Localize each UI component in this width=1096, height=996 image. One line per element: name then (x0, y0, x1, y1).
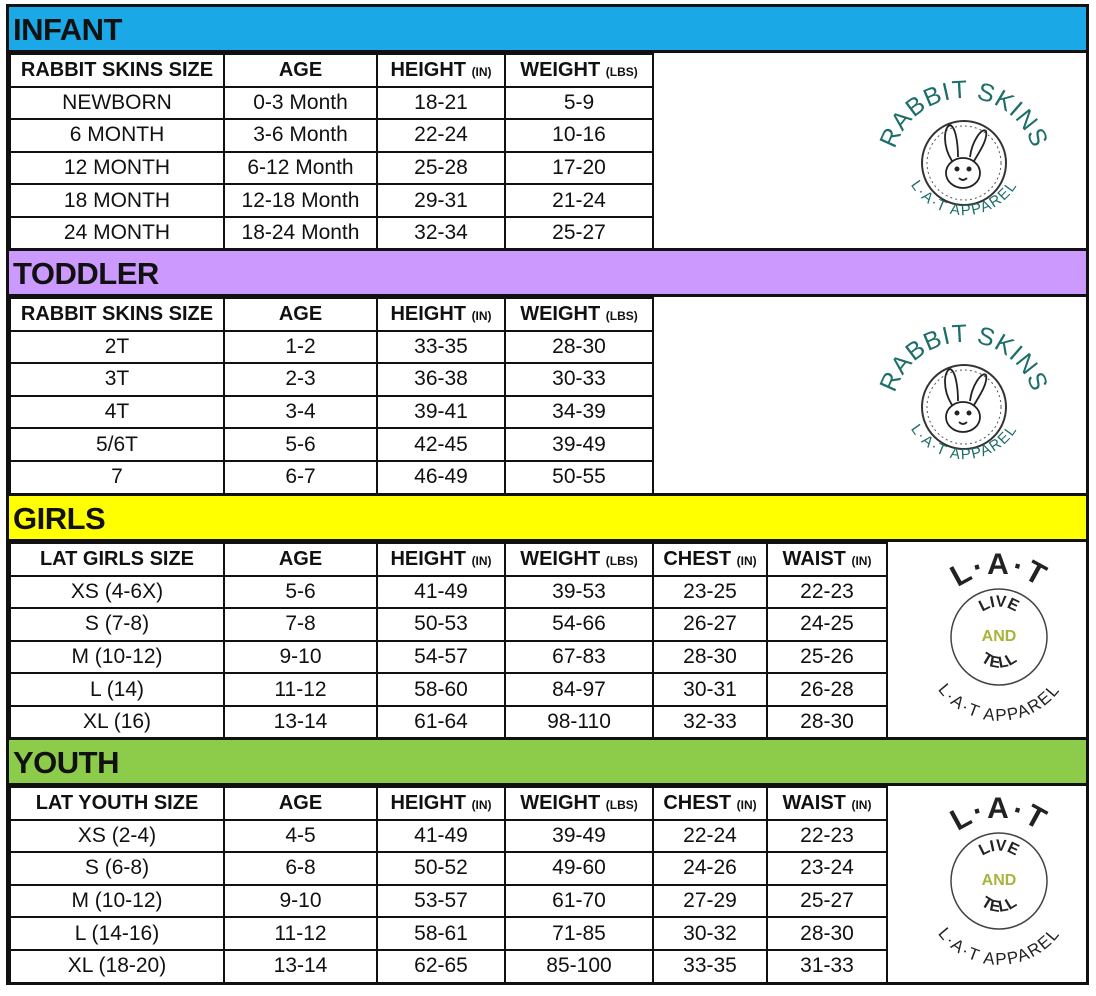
lat-logo-tell-text: TELL (978, 649, 1020, 673)
table-cell: 53-57 (377, 885, 505, 918)
column-header-label: WAIST (782, 791, 846, 814)
table-row (10, 331, 653, 364)
table-cell: 31-33 (767, 950, 887, 983)
table-cell: 25-27 (767, 885, 887, 918)
logo-area-toddler (864, 309, 1064, 484)
column-header (505, 54, 653, 87)
column-header (224, 298, 377, 331)
column-header-label: CHEST (663, 547, 732, 570)
table-cell: XL (18-20) (10, 950, 224, 983)
table-cell: 98-110 (505, 706, 653, 739)
table-cell: 84-97 (505, 673, 653, 706)
table-cell: 13-14 (224, 706, 377, 739)
table-row (10, 917, 887, 950)
table-cell: XS (4-6X) (10, 576, 224, 609)
table-cell: 32-33 (653, 706, 767, 739)
column-header-unit: (IN) (851, 553, 872, 568)
section-title-infant: INFANT (9, 7, 1086, 53)
table-cell: 30-33 (505, 363, 653, 396)
table-cell: 2T (10, 331, 224, 364)
table-cell: 58-61 (377, 917, 505, 950)
table-cell: 5-6 (224, 576, 377, 609)
table-row (10, 152, 653, 185)
table-cell: 18 MONTH (10, 184, 224, 217)
table-cell: XS (2-4) (10, 820, 224, 853)
table-cell: 3T (10, 363, 224, 396)
column-header (653, 543, 767, 576)
table-cell: M (10-12) (10, 885, 224, 918)
column-header-unit: (IN) (471, 797, 492, 812)
table-cell: 39-49 (505, 820, 653, 853)
column-header (377, 298, 505, 331)
column-header (377, 787, 505, 820)
table-cell: 10-16 (505, 119, 653, 152)
rabbit-skins-logo (864, 309, 1064, 479)
table-header-row (10, 298, 653, 331)
size-table-girls (9, 542, 888, 740)
section-title-youth: YOUTH (9, 740, 1086, 786)
table-cell: 54-66 (505, 608, 653, 641)
table-cell: 34-39 (505, 396, 653, 429)
lat-logo-and-text: AND (981, 628, 1017, 645)
table-row (10, 461, 653, 494)
table-row (10, 576, 887, 609)
column-header (767, 543, 887, 576)
table-cell: 50-52 (377, 852, 505, 885)
section-title-girls: GIRLS (9, 496, 1086, 542)
table-cell: NEWBORN (10, 87, 224, 120)
table-cell: M (10-12) (10, 641, 224, 674)
table-cell: 28-30 (505, 331, 653, 364)
table-cell: 6-12 Month (224, 152, 377, 185)
table-cell: 9-10 (224, 885, 377, 918)
table-cell: 7 (10, 461, 224, 494)
table-cell: 26-27 (653, 608, 767, 641)
column-header-label: AGE (278, 302, 323, 325)
column-header (10, 543, 224, 576)
column-header (10, 298, 224, 331)
table-cell: 21-24 (505, 184, 653, 217)
table-cell: L (14) (10, 673, 224, 706)
column-header (377, 543, 505, 576)
table-header-row (10, 54, 653, 87)
column-header-label: WEIGHT (520, 302, 601, 325)
table-cell: 1-2 (224, 331, 377, 364)
column-header-label: WEIGHT (520, 547, 601, 570)
table-cell: 61-70 (505, 885, 653, 918)
table-cell: 12 MONTH (10, 152, 224, 185)
table-cell: 11-12 (224, 917, 377, 950)
column-header-unit: (IN) (736, 553, 757, 568)
logo-area-infant (864, 65, 1064, 240)
table-row (10, 184, 653, 217)
column-header-unit: (LBS) (605, 797, 638, 812)
lat-logo-tell-text: TELL (978, 893, 1020, 917)
column-header-label: HEIGHT (390, 58, 466, 81)
column-header-unit: (IN) (471, 64, 492, 79)
table-cell: 30-31 (653, 673, 767, 706)
table-cell: 58-60 (377, 673, 505, 706)
table-cell: 25-27 (505, 217, 653, 250)
lat-logo (914, 552, 1084, 727)
column-header-unit: (IN) (736, 797, 757, 812)
table-row (10, 950, 887, 983)
column-header-label: RABBIT SKINS SIZE (20, 302, 214, 325)
table-cell: 18-24 Month (224, 217, 377, 250)
column-header (505, 543, 653, 576)
table-cell: 50-55 (505, 461, 653, 494)
table-cell: 39-41 (377, 396, 505, 429)
table-cell: 24-26 (653, 852, 767, 885)
table-cell: 28-30 (653, 641, 767, 674)
table-row (10, 673, 887, 706)
table-cell: 30-32 (653, 917, 767, 950)
lat-logo-live-text: LIVE (976, 837, 1022, 860)
column-header-label: LAT GIRLS SIZE (39, 547, 195, 570)
table-row (10, 363, 653, 396)
lat-logo (914, 796, 1084, 971)
table-cell: 71-85 (505, 917, 653, 950)
table-cell: 42-45 (377, 428, 505, 461)
table-cell: 32-34 (377, 217, 505, 250)
column-header-unit: (IN) (851, 797, 872, 812)
logo-circle-dotted (927, 126, 1001, 200)
table-cell: 67-83 (505, 641, 653, 674)
table-cell: 50-53 (377, 608, 505, 641)
table-cell: 25-26 (767, 641, 887, 674)
rabbit-logo-bottom-text: L·A·T APPAREL (907, 177, 1021, 220)
table-row (10, 885, 887, 918)
table-cell: 33-35 (653, 950, 767, 983)
lat-logo-top-text: L·A·T (944, 552, 1054, 594)
table-header-row (10, 543, 887, 576)
section-youth (6, 737, 1089, 985)
table-cell: 3-6 Month (224, 119, 377, 152)
table-cell: 17-20 (505, 152, 653, 185)
lat-logo-and-text: AND (981, 872, 1017, 889)
table-row (10, 706, 887, 739)
table-row (10, 608, 887, 641)
table-cell: 2-3 (224, 363, 377, 396)
column-header-label: WEIGHT (520, 58, 601, 81)
size-table-infant (9, 53, 654, 251)
table-cell: 29-31 (377, 184, 505, 217)
table-cell: 5-6 (224, 428, 377, 461)
table-row (10, 641, 887, 674)
section-toddler (6, 248, 1089, 496)
table-cell: 27-29 (653, 885, 767, 918)
table-cell: 24-25 (767, 608, 887, 641)
lat-logo-top-text: L·A·T (944, 796, 1054, 838)
column-header (10, 787, 224, 820)
table-cell: 26-28 (767, 673, 887, 706)
column-header-unit: (IN) (471, 553, 492, 568)
column-header-label: WEIGHT (520, 791, 601, 814)
size-table-toddler (9, 297, 654, 495)
table-cell: 36-38 (377, 363, 505, 396)
column-header (505, 298, 653, 331)
table-cell: 0-3 Month (224, 87, 377, 120)
table-cell: 4T (10, 396, 224, 429)
lat-logo-bottom-text: L·A·T APPAREL (934, 923, 1064, 969)
table-cell: 46-49 (377, 461, 505, 494)
table-cell: 28-30 (767, 706, 887, 739)
lat-logo-bottom-text: L·A·T APPAREL (934, 679, 1064, 725)
table-cell: 13-14 (224, 950, 377, 983)
size-chart (6, 4, 1089, 988)
table-cell: 54-57 (377, 641, 505, 674)
table-header-row (10, 787, 887, 820)
table-cell: L (14-16) (10, 917, 224, 950)
size-table-youth (9, 786, 888, 984)
column-header-label: HEIGHT (390, 302, 466, 325)
column-header (224, 543, 377, 576)
table-cell: 33-35 (377, 331, 505, 364)
table-cell: 12-18 Month (224, 184, 377, 217)
column-header (505, 787, 653, 820)
table-cell: 23-24 (767, 852, 887, 885)
column-header (224, 787, 377, 820)
rabbit-icon (945, 369, 986, 432)
column-header-label: HEIGHT (390, 791, 466, 814)
table-cell: 61-64 (377, 706, 505, 739)
table-row (10, 87, 653, 120)
table-cell: 5/6T (10, 428, 224, 461)
section-title-toddler: TODDLER (9, 251, 1086, 297)
table-cell: XL (16) (10, 706, 224, 739)
column-header-label: RABBIT SKINS SIZE (20, 58, 214, 81)
table-cell: 9-10 (224, 641, 377, 674)
table-cell: 41-49 (377, 576, 505, 609)
table-cell: 6-7 (224, 461, 377, 494)
table-cell: 23-25 (653, 576, 767, 609)
column-header-label: HEIGHT (390, 547, 466, 570)
table-cell: 39-53 (505, 576, 653, 609)
table-cell: 41-49 (377, 820, 505, 853)
table-cell: 49-60 (505, 852, 653, 885)
table-cell: 22-23 (767, 576, 887, 609)
section-girls (6, 493, 1089, 741)
column-header-unit: (LBS) (605, 553, 638, 568)
table-cell: 4-5 (224, 820, 377, 853)
column-header (653, 787, 767, 820)
column-header-unit: (IN) (471, 308, 492, 323)
logo-circle-dotted (927, 370, 1001, 444)
rabbit-logo-top-text: RABBIT SKINS (874, 319, 1054, 396)
table-cell: 22-24 (653, 820, 767, 853)
rabbit-logo-bottom-text: L·A·T APPAREL (907, 421, 1021, 464)
table-cell: 28-30 (767, 917, 887, 950)
table-cell: 18-21 (377, 87, 505, 120)
table-row (10, 852, 887, 885)
table-row (10, 119, 653, 152)
column-header-label: CHEST (663, 791, 732, 814)
table-cell: 25-28 (377, 152, 505, 185)
table-cell: 6-8 (224, 852, 377, 885)
column-header (224, 54, 377, 87)
column-header-unit: (LBS) (605, 308, 638, 323)
column-header (10, 54, 224, 87)
column-header-label: LAT YOUTH SIZE (35, 791, 199, 814)
table-row (10, 820, 887, 853)
logo-area-youth (914, 796, 1084, 976)
table-cell: 7-8 (224, 608, 377, 641)
table-row (10, 217, 653, 250)
column-header-unit: (LBS) (605, 64, 638, 79)
column-header (767, 787, 887, 820)
column-header-label: WAIST (782, 547, 846, 570)
rabbit-icon (945, 125, 986, 188)
column-header-label: AGE (278, 791, 323, 814)
column-header (377, 54, 505, 87)
column-header-label: AGE (278, 547, 323, 570)
table-cell: S (7-8) (10, 608, 224, 641)
table-cell: 39-49 (505, 428, 653, 461)
section-infant (6, 4, 1089, 252)
logo-area-girls (914, 552, 1084, 732)
rabbit-skins-logo (864, 65, 1064, 235)
table-cell: 22-24 (377, 119, 505, 152)
table-cell: 5-9 (505, 87, 653, 120)
rabbit-logo-top-text: RABBIT SKINS (874, 75, 1054, 152)
column-header-label: AGE (278, 58, 323, 81)
table-cell: S (6-8) (10, 852, 224, 885)
table-cell: 24 MONTH (10, 217, 224, 250)
table-row (10, 396, 653, 429)
table-cell: 6 MONTH (10, 119, 224, 152)
lat-logo-live-text: LIVE (976, 593, 1022, 616)
table-cell: 62-65 (377, 950, 505, 983)
table-row (10, 428, 653, 461)
table-cell: 11-12 (224, 673, 377, 706)
table-cell: 3-4 (224, 396, 377, 429)
table-cell: 85-100 (505, 950, 653, 983)
table-cell: 22-23 (767, 820, 887, 853)
